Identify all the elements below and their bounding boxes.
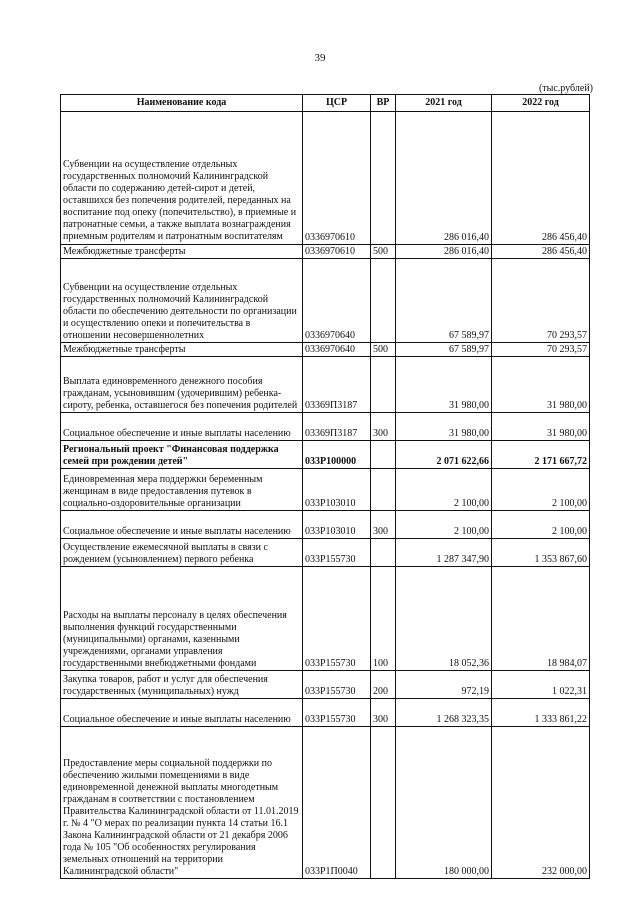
cell-csr: 0336970610: [303, 245, 371, 259]
cell-vr: 300: [371, 413, 396, 441]
cell-2022: 1 022,31: [492, 671, 590, 699]
table-row: [61, 469, 590, 511]
cell-csr: 0336970640: [303, 259, 371, 343]
cell-vr: 200: [371, 671, 396, 699]
cell-2021: 67 589,97: [396, 259, 492, 343]
table-row: [61, 357, 590, 413]
cell-2021: 286 016,40: [396, 112, 492, 245]
page-number: 39: [314, 52, 326, 64]
cell-2021: 972,19: [396, 671, 492, 699]
units-label: (тыс.рублей): [538, 83, 593, 94]
cell-csr: 033P1П0040: [303, 727, 371, 879]
table-row: [61, 112, 590, 245]
header-csr: ЦСР: [303, 95, 371, 112]
table-row: [61, 343, 590, 357]
header-2021: 2021 год: [396, 95, 492, 112]
cell-csr: 0336970640: [303, 343, 371, 357]
cell-2021: 1 268 323,35: [396, 699, 492, 727]
cell-2022: 70 293,57: [492, 259, 590, 343]
header-2022: 2022 год: [492, 95, 590, 112]
cell-vr: [371, 441, 396, 469]
header-name: Наименование кода: [61, 95, 303, 112]
cell-name: Социальное обеспечение и иные выплаты населению: [61, 699, 303, 727]
cell-2022: 2 100,00: [492, 511, 590, 539]
table-row: [61, 727, 590, 879]
cell-csr: 033P103010: [303, 511, 371, 539]
table-row: [61, 699, 590, 727]
cell-csr: 033P103010: [303, 469, 371, 511]
table-row: [61, 259, 590, 343]
cell-2022: 286 456,40: [492, 112, 590, 245]
header-vr: ВР: [371, 95, 396, 112]
cell-name: Межбюджетные трансферты: [61, 245, 303, 259]
header-row: [61, 95, 590, 112]
cell-2021: 286 016,40: [396, 245, 492, 259]
cell-csr: 033P155730: [303, 671, 371, 699]
cell-2021: 180 000,00: [396, 727, 492, 879]
cell-2022: 70 293,57: [492, 343, 590, 357]
cell-vr: 500: [371, 245, 396, 259]
cell-2021: 2 100,00: [396, 511, 492, 539]
cell-2021: 31 980,00: [396, 413, 492, 441]
cell-2022: 18 984,07: [492, 567, 590, 671]
cell-vr: [371, 112, 396, 245]
cell-name: Расходы на выплаты персоналу в целях обеспечения выполнения функций государственными (муниципальными) органами, казенными учреждениями, органами управления государственными внебюджетными фондами: [61, 567, 303, 671]
cell-name: Субвенции на осуществление отдельных государственных полномочий Калининградской области по содержанию детей-сирот и детей, оставшихся без попечения родителей, переданных на воспитание под опеку (попечительство), в приемные и патронатные семьи, а также выплата вознаграждения приемным родителям и патронатным воспитателям: [61, 112, 303, 245]
cell-name: Единовременная мера поддержки беременным женщинам в виде предоставления путевок в социально-оздоровительные организации: [61, 469, 303, 511]
cell-name: Социальное обеспечение и иные выплаты населению: [61, 511, 303, 539]
budget-table: [60, 94, 590, 879]
cell-2021: 1 287 347,90: [396, 539, 492, 567]
cell-2022: 1 353 867,60: [492, 539, 590, 567]
cell-vr: [371, 357, 396, 413]
cell-2022: 2 171 667,72: [492, 441, 590, 469]
cell-2022: 232 000,00: [492, 727, 590, 879]
cell-csr: 03369П3187: [303, 357, 371, 413]
cell-vr: 500: [371, 343, 396, 357]
cell-csr: 033P155730: [303, 699, 371, 727]
cell-2022: 31 980,00: [492, 413, 590, 441]
cell-name: Региональный проект "Финансовая поддержка семей при рождении детей": [61, 441, 303, 469]
cell-name: Предоставление меры социальной поддержки по обеспечению жилыми помещениями в виде единовременной денежной выплаты многодетным гражданам в соответствии с постановлением Правительства Калининградской области от 11.01.2019 г. № 4 "О мерах по реализации пункта 14 статьи 16.1 Закона Калининградской области от 21 декабря 2006 года № 105 "Об особенностях регулирования земельных отношений на территории Калининградской области": [61, 727, 303, 879]
cell-2021: 31 980,00: [396, 357, 492, 413]
cell-2021: 67 589,97: [396, 343, 492, 357]
cell-2022: 31 980,00: [492, 357, 590, 413]
table-row: [61, 245, 590, 259]
cell-name: Осуществление ежемесячной выплаты в связи с рождением (усыновлением) первого ребенка: [61, 539, 303, 567]
cell-vr: 300: [371, 699, 396, 727]
cell-csr: 033P155730: [303, 567, 371, 671]
cell-2021: 18 052,36: [396, 567, 492, 671]
cell-name: Межбюджетные трансферты: [61, 343, 303, 357]
cell-vr: 100: [371, 567, 396, 671]
cell-2021: 2 100,00: [396, 469, 492, 511]
table-row: [61, 539, 590, 567]
cell-name: Выплата единовременного денежного пособия гражданам, усыновившим (удочерившим) ребенка-сироту, ребенка, оставшегося без попечения родителей: [61, 357, 303, 413]
table-row: [61, 511, 590, 539]
cell-vr: 300: [371, 511, 396, 539]
cell-name: Социальное обеспечение и иные выплаты населению: [61, 413, 303, 441]
table-row: [61, 441, 590, 469]
cell-vr: [371, 727, 396, 879]
cell-2022: 2 100,00: [492, 469, 590, 511]
cell-vr: [371, 469, 396, 511]
table-row: [61, 567, 590, 671]
table-row: [61, 671, 590, 699]
cell-vr: [371, 539, 396, 567]
cell-name: Закупка товаров, работ и услуг для обеспечения государственных (муниципальных) нужд: [61, 671, 303, 699]
cell-2022: 286 456,40: [492, 245, 590, 259]
cell-2022: 1 333 861,22: [492, 699, 590, 727]
cell-csr: 033P100000: [303, 441, 371, 469]
cell-csr: 03369П3187: [303, 413, 371, 441]
cell-2021: 2 071 622,66: [396, 441, 492, 469]
cell-csr: 033P155730: [303, 539, 371, 567]
cell-vr: [371, 259, 396, 343]
table-row: [61, 413, 590, 441]
cell-csr: 0336970610: [303, 112, 371, 245]
cell-name: Субвенции на осуществление отдельных государственных полномочий Калининградской области по обеспечению деятельности по организации и осуществлению опеки и попечительства в отношении несовершеннолетних: [61, 259, 303, 343]
